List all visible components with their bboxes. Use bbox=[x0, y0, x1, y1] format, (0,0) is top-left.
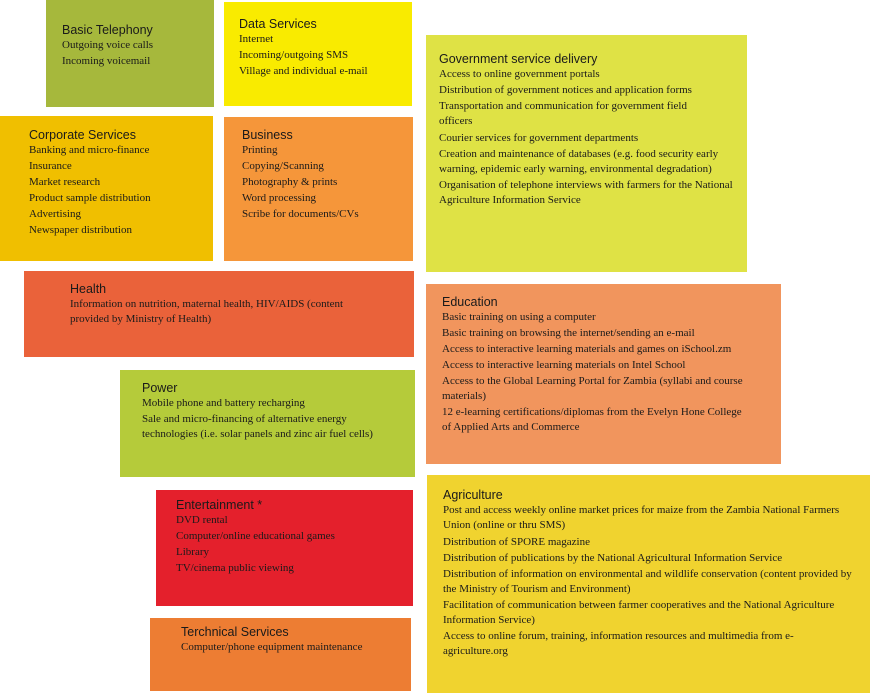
list-item: DVD rental bbox=[176, 514, 228, 526]
list-item: Facilitation of communication between farmer cooperatives and the National Agriculture Information Service) bbox=[443, 599, 835, 626]
corporate-services-title: Corporate Services bbox=[29, 128, 136, 142]
list-item: Scribe for documents/CVs bbox=[242, 208, 359, 220]
list-item: Access to online government portals bbox=[439, 68, 600, 80]
entertainment-list bbox=[176, 512, 401, 576]
list-item: Village and individual e-mail bbox=[239, 65, 368, 77]
list-item: Copying/Scanning bbox=[242, 160, 324, 172]
power-box bbox=[120, 370, 415, 477]
education-list bbox=[442, 309, 769, 435]
list-item: Printing bbox=[242, 144, 278, 156]
government-service-title: Government service delivery bbox=[439, 52, 598, 66]
list-item: Computer/online educational games bbox=[176, 530, 335, 542]
list-item: Incoming/outgoing SMS bbox=[239, 49, 349, 61]
basic-telephony-box bbox=[46, 0, 214, 107]
list-item: Basic training on using a computer bbox=[442, 311, 596, 323]
entertainment-title: Entertainment * bbox=[176, 498, 263, 512]
list-item: Banking and micro-finance bbox=[29, 144, 150, 156]
list-item: Library bbox=[176, 546, 209, 558]
data-services-box bbox=[224, 2, 412, 106]
technical-services-title: Terchnical Services bbox=[181, 625, 289, 639]
list-item: Basic training on browsing the internet/sending an e-mail bbox=[442, 327, 695, 339]
list-item: Distribution of information on environmental and wildlife conservation (content provided by the Ministry of Tourism and Environment) bbox=[443, 568, 852, 595]
list-item: Computer/phone equipment maintenance bbox=[181, 641, 363, 653]
list-item: Access to the Global Learning Portal for Zambia (syllabi and course materials) bbox=[442, 375, 743, 402]
entertainment-box bbox=[156, 490, 413, 606]
list-item: Distribution of SPORE magazine bbox=[443, 536, 590, 548]
list-item: Insurance bbox=[29, 160, 72, 172]
power-title: Power bbox=[142, 381, 178, 395]
list-item: Product sample distribution bbox=[29, 192, 151, 204]
business-title: Business bbox=[242, 128, 293, 142]
education-box bbox=[426, 284, 781, 464]
list-item: Access to online forum, training, information resources and multimedia from e-agriculture.org bbox=[443, 630, 794, 657]
education-title: Education bbox=[442, 295, 498, 309]
business-list bbox=[242, 142, 403, 222]
list-item: TV/cinema public viewing bbox=[176, 562, 294, 574]
list-item: Courier services for government departments bbox=[439, 132, 639, 144]
list-item: Market research bbox=[29, 176, 101, 188]
list-item: Transportation and communication for government field officers bbox=[439, 100, 687, 127]
list-item: Access to interactive learning materials on Intel School bbox=[442, 359, 686, 371]
list-item: Outgoing voice calls bbox=[62, 39, 154, 51]
list-item: Photography & prints bbox=[242, 176, 338, 188]
basic-telephony-title: Basic Telephony bbox=[62, 23, 153, 37]
data-services-title: Data Services bbox=[239, 17, 317, 31]
technical-services-box bbox=[150, 618, 411, 691]
corporate-services-box bbox=[0, 116, 213, 261]
health-title: Health bbox=[70, 282, 107, 296]
agriculture-box bbox=[427, 475, 870, 693]
corporate-services-list bbox=[29, 142, 203, 238]
basic-telephony-list bbox=[62, 37, 199, 69]
list-item: Creation and maintenance of databases (e.g. food security early warning, epidemic early warning, environmental degradation) bbox=[439, 148, 719, 175]
list-item: Distribution of publications by the National Agricultural Information Service bbox=[443, 552, 783, 564]
power-list bbox=[142, 395, 403, 442]
list-item: Internet bbox=[239, 33, 274, 45]
technical-services-list bbox=[181, 639, 399, 655]
business-box bbox=[224, 117, 413, 261]
list-item: Word processing bbox=[242, 192, 316, 204]
list-item: Post and access weekly online market prices for maize from the Zambia National Farmers Union (online or thru SMS) bbox=[443, 504, 840, 531]
health-list bbox=[70, 297, 400, 327]
list-item: Access to interactive learning materials and games on iSchool.zm bbox=[442, 343, 732, 355]
list-item: Sale and micro-financing of alternative energy technologies (i.e. solar panels and zinc air fuel cells) bbox=[142, 413, 373, 440]
list-item: Organisation of telephone interviews with farmers for the National Agriculture Information Service bbox=[439, 179, 733, 206]
list-item: Information on nutrition, maternal health, HIV/AIDS (content provided by Ministry of Health) bbox=[70, 298, 344, 325]
list-item: Mobile phone and battery recharging bbox=[142, 397, 305, 409]
list-item: Newspaper distribution bbox=[29, 224, 132, 236]
government-service-list bbox=[439, 66, 735, 208]
government-service-box bbox=[426, 35, 747, 272]
agriculture-list bbox=[443, 503, 858, 659]
health-box bbox=[24, 271, 414, 357]
list-item: Distribution of government notices and application forms bbox=[439, 84, 692, 96]
list-item: Incoming voicemail bbox=[62, 55, 151, 67]
data-services-list bbox=[239, 31, 400, 79]
list-item: Advertising bbox=[29, 208, 81, 220]
list-item: 12 e-learning certifications/diplomas from the Evelyn Hone College of Applied Arts and Commerce bbox=[442, 406, 742, 433]
agriculture-title: Agriculture bbox=[443, 488, 503, 502]
